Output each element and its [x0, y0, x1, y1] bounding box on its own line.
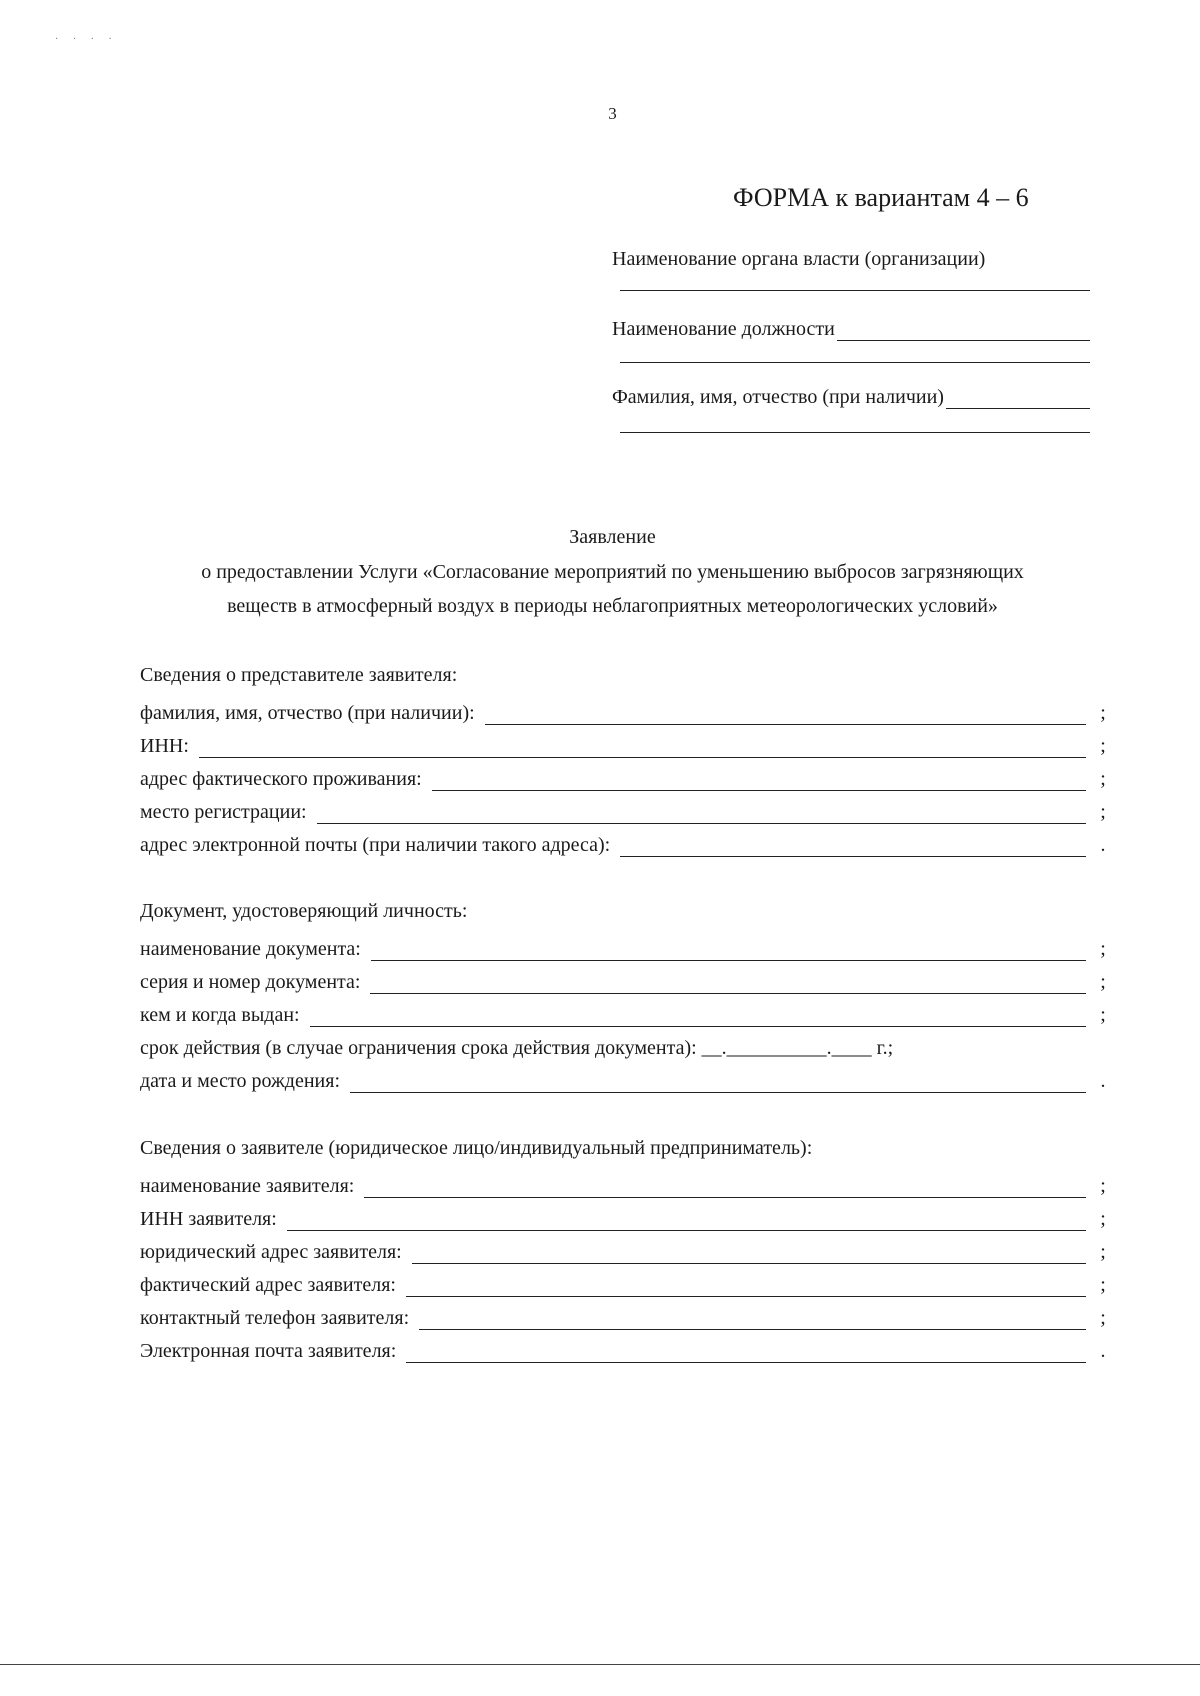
representative-address-label: адрес фактического проживания: [140, 768, 422, 790]
scan-bottom-edge [0, 1664, 1200, 1665]
row-end-punct: ; [1100, 1175, 1106, 1197]
scan-specks: · · · · [55, 34, 118, 45]
representative-section [140, 659, 1110, 857]
addressee-fio-field[interactable] [946, 390, 1090, 409]
applicant-email-row [140, 1330, 1110, 1363]
representative-fio-field[interactable] [485, 704, 1086, 725]
row-end-punct: ; [1100, 938, 1106, 960]
representative-address-field[interactable] [432, 770, 1086, 791]
row-end-punct: ; [1100, 735, 1106, 757]
addressee-fio [612, 386, 1090, 409]
representative-registration-field[interactable] [317, 803, 1086, 824]
applicant-phone-label: контактный телефон заявителя: [140, 1307, 410, 1329]
row-end-punct: ; [1100, 1307, 1106, 1329]
identity-doc-series-label: серия и номер документа: [140, 971, 361, 993]
addressee-org-field[interactable] [620, 290, 1090, 291]
representative-address-row [140, 758, 1110, 791]
addressee-position-label: Наименование должности [612, 318, 835, 340]
row-end-punct: . [1100, 834, 1106, 856]
representative-fio-label: фамилия, имя, отчество (при наличии): [140, 702, 475, 724]
representative-email-row [140, 824, 1110, 857]
applicant-phone-row [140, 1297, 1110, 1330]
row-end-punct: ; [1100, 801, 1106, 823]
applicant-name-field[interactable] [364, 1177, 1086, 1198]
applicant-inn-field[interactable] [287, 1210, 1086, 1231]
row-end-punct: ; [1100, 768, 1106, 790]
representative-inn-label: ИНН: [140, 735, 189, 757]
identity-doc-name-row [140, 928, 1110, 961]
row-end-punct: ; [1100, 1208, 1106, 1230]
applicant-inn-label: ИНН заявителя: [140, 1208, 277, 1230]
applicant-phone-field[interactable] [419, 1309, 1086, 1330]
addressee-fio-label: Фамилия, имя, отчество (при наличии) [612, 386, 944, 408]
row-end-punct: . [1100, 1340, 1106, 1362]
applicant-legal-address-field[interactable] [412, 1243, 1086, 1264]
addressee-position-field-2[interactable] [620, 362, 1090, 363]
applicant-email-label: Электронная почта заявителя: [140, 1340, 397, 1362]
applicant-legal-address-row [140, 1231, 1110, 1264]
identity-doc-series-field[interactable] [370, 973, 1086, 994]
identity-doc-series-row [140, 961, 1110, 994]
applicant-inn-row [140, 1198, 1110, 1231]
identity-doc-validity-label: срок действия (в случае ограничения срока действия документа): __.__________.____ г.; [140, 1037, 894, 1059]
identity-doc-issued-row [140, 994, 1110, 1027]
identity-doc-birth-label: дата и место рождения: [140, 1070, 341, 1092]
representative-email-field[interactable] [620, 836, 1086, 857]
addressee-org-label: Наименование органа власти (организации) [612, 248, 986, 270]
row-end-punct: ; [1100, 1004, 1106, 1026]
addressee-fio-field-2[interactable] [620, 432, 1090, 433]
addressee-org [612, 248, 1090, 271]
identity-doc-section [140, 895, 1110, 1093]
identity-doc-validity-row[interactable] [140, 1027, 1110, 1060]
row-end-punct: . [1100, 1070, 1106, 1092]
applicant-actual-address-row [140, 1264, 1110, 1297]
representative-registration-row [140, 791, 1110, 824]
applicant-section [140, 1132, 1110, 1363]
identity-doc-birth-row [140, 1060, 1110, 1093]
addressee-position [612, 318, 1090, 341]
representative-title: Сведения о представителе заявителя: [140, 664, 458, 686]
applicant-legal-address-label: юридический адрес заявителя: [140, 1241, 402, 1263]
identity-doc-issued-label: кем и когда выдан: [140, 1004, 300, 1026]
representative-registration-label: место регистрации: [140, 801, 307, 823]
row-end-punct: ; [1100, 1274, 1106, 1296]
identity-doc-name-label: наименование документа: [140, 938, 361, 960]
statement-subject-line1: о предоставлении Услуги «Согласование мероприятий по уменьшению выбросов загрязняющих [201, 561, 1024, 583]
applicant-email-field[interactable] [406, 1342, 1086, 1363]
applicant-name-label: наименование заявителя: [140, 1175, 355, 1197]
applicant-actual-address-label: фактический адрес заявителя: [140, 1274, 396, 1296]
page-number: 3 [608, 104, 617, 123]
applicant-name-row [140, 1165, 1110, 1198]
representative-email-label: адрес электронной почты (при наличии такого адреса): [140, 834, 611, 856]
applicant-actual-address-field[interactable] [406, 1276, 1086, 1297]
row-end-punct: ; [1100, 702, 1106, 724]
row-end-punct: ; [1100, 1241, 1106, 1263]
representative-inn-row [140, 725, 1110, 758]
representative-fio-row [140, 692, 1110, 725]
statement-subject-line2: веществ в атмосферный воздух в периоды неблагоприятных метеорологических условий» [227, 595, 998, 617]
identity-doc-title: Документ, удостоверяющий личность: [140, 900, 468, 922]
form-title: ФОРМА к вариантам 4 – 6 [733, 183, 1029, 212]
identity-doc-issued-field[interactable] [310, 1006, 1086, 1027]
representative-inn-field[interactable] [199, 737, 1086, 758]
addressee-position-field[interactable] [837, 322, 1090, 341]
applicant-title: Сведения о заявителе (юридическое лицо/индивидуальный предприниматель): [140, 1137, 813, 1159]
identity-doc-birth-field[interactable] [350, 1072, 1086, 1093]
row-end-punct: ; [1100, 971, 1106, 993]
statement-title: Заявление [569, 526, 656, 548]
identity-doc-name-field[interactable] [371, 940, 1086, 961]
